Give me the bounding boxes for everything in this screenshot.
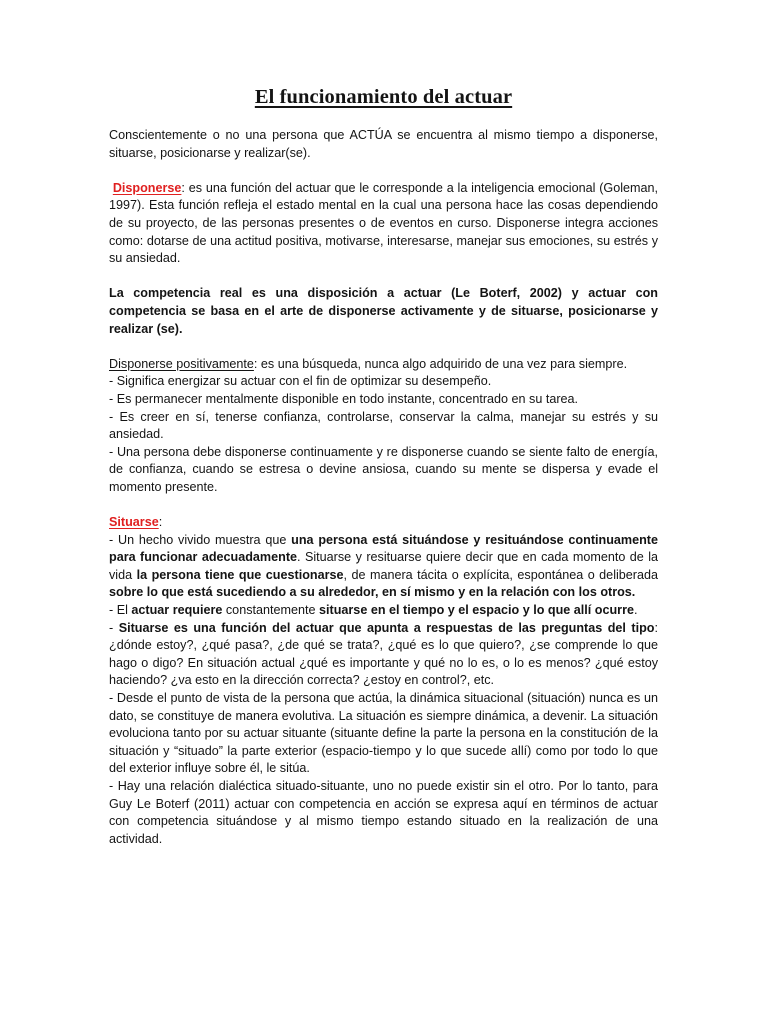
intro-paragraph: Conscientemente o no una persona que ACTÚA se encuentra al mismo tiempo a disponerse, situarse, posicionarse y realizar(se).: [109, 128, 658, 160]
positivamente-section: [109, 356, 658, 497]
situarse-heading: Situarse:: [109, 515, 163, 530]
situarse-paragraph-3: - Situarse es una función del actuar que apunta a respuestas de las preguntas del tipo: ¿dónde estoy?, ¿qué pasa?, ¿de qué se trata?, ¿qué es lo que quiero?, ¿se comprende lo que hago o digo? En situación actual ¿qué es importante y qué no lo es, o lo es menos? ¿qué estoy haciendo? ¿va esto en la dirección correcta? ¿estoy en control?, etc.: [109, 620, 658, 688]
positivamente-term: Disponerse positivamente: [109, 356, 254, 371]
competencia-paragraph: [109, 285, 658, 338]
situarse-paragraph-5: - Hay una relación dialéctica situado-situante, uno no puede existir sin el otro. Por lo tanto, para Guy Le Boterf (2011) actuar con competencia en acción se expresa aquí en términos de actuar con competencia situándose y al mismo tiempo estando situado en la realización de una actividad.: [109, 778, 658, 846]
situarse-paragraph-2: - El actuar requiere constantemente situarse en el tiempo y el espacio y lo que allí ocurre.: [109, 603, 638, 618]
document-title: El funcionamiento del actuar: [254, 86, 513, 108]
positivamente-item: - Es permanecer mentalmente disponible en todo instante, concentrado en su tarea.: [109, 391, 579, 406]
positivamente-item: - Es creer en sí, tenerse confianza, controlarse, conservar la calma, manejar su estrés y su ansiedad.: [109, 409, 658, 442]
situarse-section: [109, 514, 658, 848]
competencia-text: La competencia real es una disposición a actuar (Le Boterf, 2002) y actuar con competencia se basa en el arte de disponerse activamente y de situarse, posicionarse y realizar (se).: [109, 286, 658, 336]
disponerse-term: Disponerse: [112, 180, 182, 195]
positivamente-item: - Significa energizar su actuar con el fin de optimizar su desempeño.: [109, 374, 492, 389]
disponerse-paragraph: [109, 180, 658, 268]
disponerse-text: : es una función del actuar que le corresponde a la inteligencia emocional (Goleman, 1997). Esta función refleja el estado mental en la cual una persona hace las cosas dependiendo de su proyecto, de las personas presentes o de eventos en curso. Disponerse integra acciones como: dotarse de una actitud positiva, motivarse, interesarse, manejar sus emociones, su estrés y su ansiedad.: [109, 180, 658, 266]
situarse-paragraph-1: - Un hecho vivido muestra que una persona está situándose y resituándose continuamente para funcionar adecuadamente. Situarse y resituarse quiere decir que en cada momento de la vida la persona tiene que cuestionarse, de manera tácita o explícita, espontánea o deliberada sobre lo que está sucediendo a su alrededor, en sí mismo y en la relación con los otros.: [109, 532, 658, 600]
situarse-term: Situarse: [109, 515, 159, 530]
document-page: [109, 84, 658, 848]
positivamente-text: : es una búsqueda, nunca algo adquirido de una vez para siempre.: [253, 356, 628, 371]
situarse-paragraph-4: - Desde el punto de vista de la persona que actúa, la dinámica situacional (situación) nunca es un dato, se constituye de manera evolutiva. La situación es siempre dinámica, a devenir. La situación evoluciona tanto por su actuar situante (situante define la parte la persona en la constitución de la situación y “situado” la parte exterior (espacio-tiempo y lo que sucede allí) como por todo lo que del exterior influye sobre él, le sitúa.: [109, 691, 658, 776]
positivamente-item: - Una persona debe disponerse continuamente y re disponerse cuando se siente falto de energía, de confianza, cuando se estresa o devine ansiosa, cuando su mente se dispersa y evade el momento presente.: [109, 444, 658, 494]
